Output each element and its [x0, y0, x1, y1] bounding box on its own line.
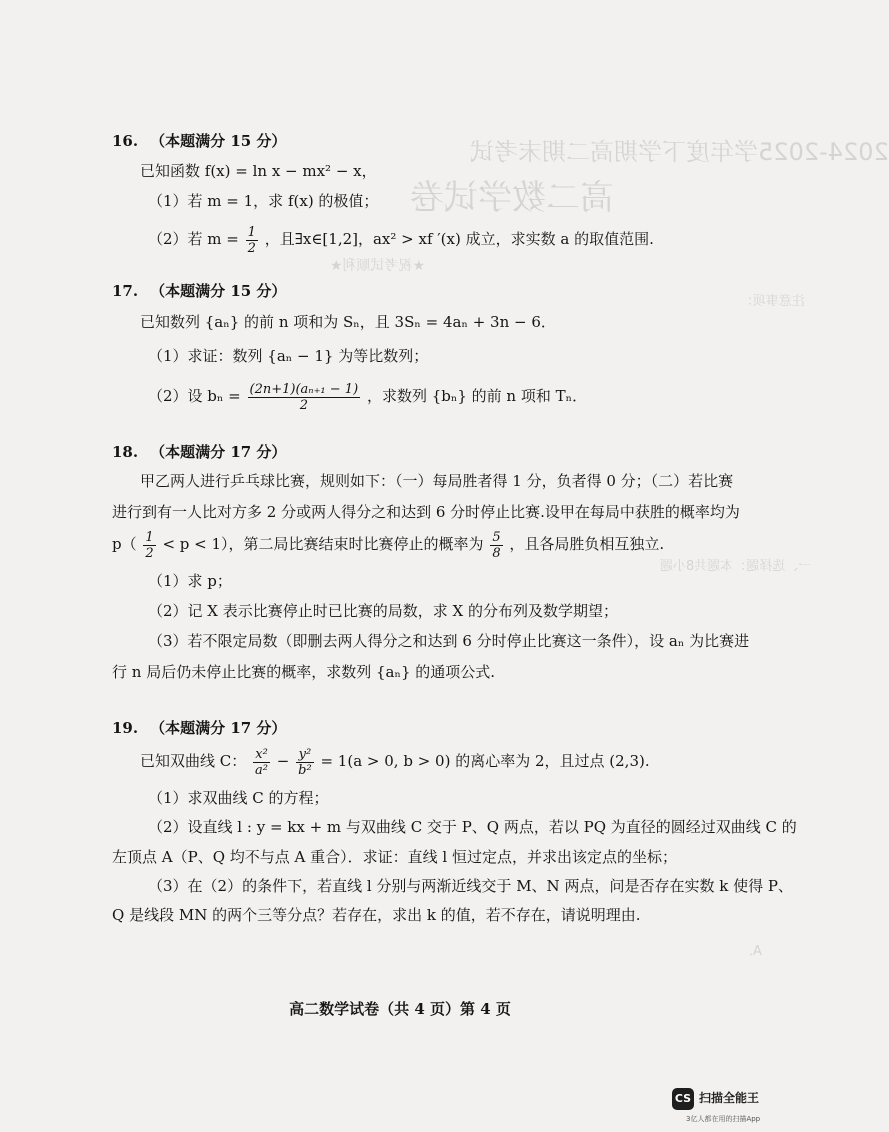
problem-16-part-1: （1）若 m = 1，求 f(x) 的极值；: [148, 192, 379, 210]
scanner-watermark: [672, 1086, 790, 1128]
problem-19-part-1: （1）求双曲线 C 的方程；: [148, 789, 329, 807]
page-footer: 高二数学试卷（共 4 页）第 4 页: [289, 1000, 511, 1018]
problem-17-header: 17. （本题满分 15 分）: [112, 282, 287, 300]
fraction-five-eighths: $\frac{5}{8}$: [492, 529, 501, 561]
camscanner-logo-icon: CS: [672, 1088, 694, 1110]
problem-18-stem-line-1: 甲乙两人进行乒乓球比赛，规则如下：（一）每局胜者得 1 分，负者得 0 分；（二）若比赛: [140, 472, 734, 490]
fraction-x2-a2: $\frac{\text{x²}}{\text{a²}}$: [255, 746, 268, 778]
problem-18-part-3-line-2: 行 n 局后仍未停止比赛的概率，求数列 {aₙ} 的通项公式.: [112, 663, 496, 681]
problem-18-part-2: （2）记 X 表示比赛停止时已比赛的局数，求 X 的分布列及数学期望；: [148, 602, 618, 620]
problem-19-part-2-line-1: （2）设直线 l : y = kx + m 与双曲线 C 交于 P、Q 两点，若以 PQ 为直径的圆经过双曲线 C 的: [148, 818, 797, 836]
problem-19-stem: 已知双曲线 C： $\frac{\text{x²}}{\text{a²}}$ − $\frac{\text{y²}}{\text{b²}}$ = 1(a > 0, b > 0) 的离心率为 2，且过点 (2,3).: [140, 746, 650, 778]
problem-19-part-2-line-2: 左顶点 A（P、Q 均不与点 A 重合）．求证：直线 l 恒过定点，并求出该定点的坐标；: [112, 848, 677, 866]
bleed-through-subtitle: 高二数学试卷: [410, 178, 614, 218]
bleed-through-title: 2024-2025学年度下学期高二期末考试: [470, 138, 889, 166]
problem-18-part-3-line-1: （3）若不限定局数（即删去两人得分之和达到 6 分时停止比赛这一条件），设 aₙ 为比赛进: [148, 632, 750, 650]
problem-17-part-1: （1）求证：数列 {aₙ − 1} 为等比数列；: [148, 347, 429, 365]
fraction-one-half: $\frac{1}{2}$: [247, 224, 256, 256]
problem-16-part-2: （2）若 m = $\frac{1}{2}$ ，且∃x∈[1,2]，ax² > xf ′(x) 成立，求实数 a 的取值范围.: [148, 224, 654, 256]
problem-18-stem-line-2: 进行到有一人比对方多 2 分或两人得分之和达到 6 分时停止比赛.设甲在每局中获胜的概率均为: [112, 503, 740, 521]
problem-16-header: 16. （本题满分 15 分）: [112, 132, 287, 150]
problem-19-part-3-line-2: Q 是线段 MN 的两个三等分点？若存在，求出 k 的值，若不存在，请说明理由.: [112, 906, 641, 924]
fraction-one-half: $\frac{1}{2}$: [145, 529, 154, 561]
problem-17-stem: 已知数列 {aₙ} 的前 n 项和为 Sₙ，且 3Sₙ = 4aₙ + 3n − 6．: [140, 313, 556, 331]
problem-18-header: 18. （本题满分 17 分）: [112, 443, 287, 461]
problem-19-header: 19. （本题满分 17 分）: [112, 719, 287, 737]
watermark-app-name: 扫描全能王: [699, 1091, 760, 1105]
problem-18-stem-line-3: p（ $\frac{1}{2}$ < p < 1），第二局比赛结束时比赛停止的概率为 $\frac{5}{8}$ ，且各局胜负相互独立.: [112, 529, 665, 561]
fraction-y2-b2: $\frac{\text{y²}}{\text{b²}}$: [298, 746, 312, 778]
bleed-through-choice-a: A．: [740, 944, 762, 959]
fraction-b-n: $\frac{\text{(2n+1)(aₙ₊₁ − 1)}}{2}$: [249, 381, 359, 413]
bleed-through-attention: 注意事项：: [740, 294, 806, 309]
bleed-through-notice: ★祝考试顺利★: [330, 258, 426, 274]
bleed-through-section: 一、选择题：本题共8小题: [660, 559, 812, 574]
problem-17-part-2: （2）设 bₙ = $\frac{\text{(2n+1)(aₙ₊₁ − 1)}}{2}$ ，求数列 {bₙ} 的前 n 项和 Tₙ．: [148, 381, 588, 413]
problem-16-stem: 已知函数 f(x) = ln x − mx² − x，: [140, 162, 377, 180]
problem-18-part-1: （1）求 p；: [148, 572, 232, 590]
problem-19-part-3-line-1: （3）在（2）的条件下，若直线 l 分别与两渐近线交于 M、N 两点，问是否存在实数 k 使得 P、: [148, 877, 793, 895]
watermark-tagline: 3亿人都在用的扫描App: [686, 1115, 761, 1123]
